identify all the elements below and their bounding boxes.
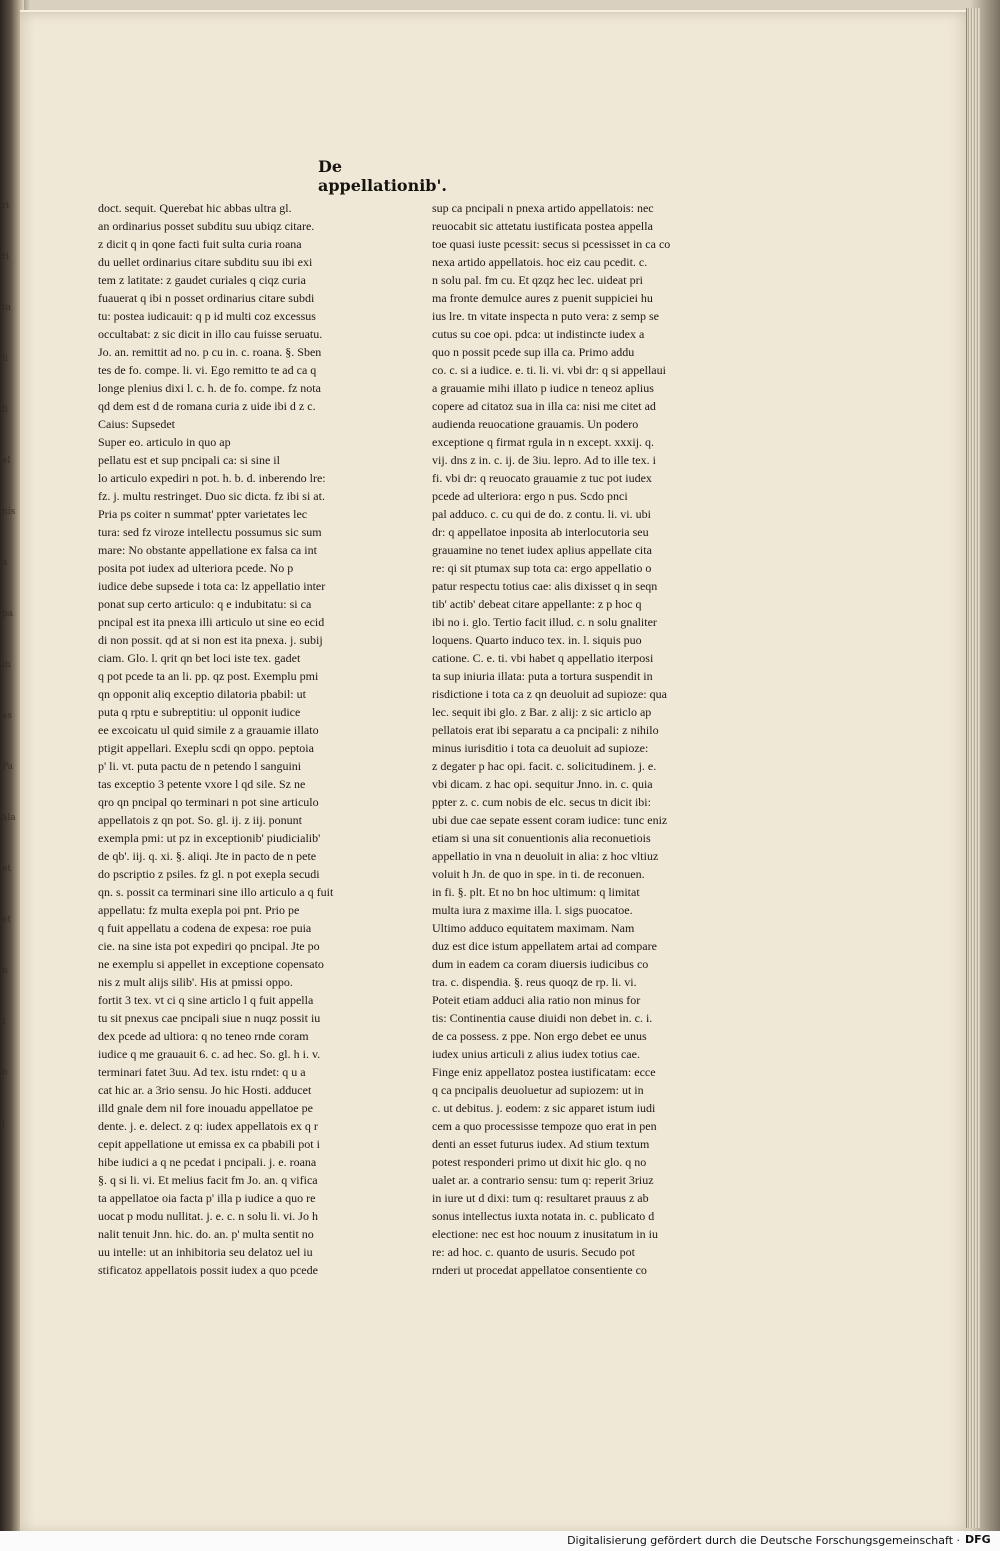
right-column-line: q ca pncipalis deuoluetur ad supiozem: ut in xyxy=(432,1083,644,1097)
left-column-line: posita pot iudex ad ulteriora pcede. No p xyxy=(98,561,294,575)
right-column-line: c. ut debitus. j. eodem: z sic apparet istum iudi xyxy=(432,1101,656,1115)
right-column-line: a grauamie mihi illato p iudice n teneoz aplius xyxy=(432,381,654,395)
right-column-line: ius lre. tn vitate inspecta n puto vera: z semp se xyxy=(432,309,659,323)
right-column-line: tis: Continentia cause diuidi non debet in. c. i. xyxy=(432,1011,653,1025)
right-column-line: in fi. §. plt. Et no bn hoc ultimum: q limitat xyxy=(432,885,640,899)
left-column-line: de qb'. iij. q. xi. §. aliqi. Jte in pacto de n pete xyxy=(98,849,317,863)
right-column-line: ibi no i. glo. Tertio facit illud. c. n solu gnaliter xyxy=(432,615,657,629)
right-column-line: fi. vbi dr: q reuocato grauamie z tuc pot iudex xyxy=(432,471,652,485)
left-column-line: qn opponit aliq exceptio dilatoria pbabil: ut xyxy=(98,687,306,701)
left-margin-fragment: ala xyxy=(2,813,16,823)
left-column-line: uu intelle: ut an inhibitoria seu delatoz uel iu xyxy=(98,1245,313,1259)
left-column-line: p' li. vt. puta pactu de n petendo l sanguini xyxy=(98,759,302,773)
left-margin-fragment: ri xyxy=(2,201,10,211)
left-column-line: mare: No obstante appellatione ex falsa ca int xyxy=(98,543,317,557)
right-column-line: voluit h Jn. de quo in spe. in ti. de reconuen. xyxy=(432,867,645,881)
right-column-line: cem a quo processisse tempoze quo erat in pen xyxy=(432,1119,657,1133)
right-column-line: vbi dicam. z hac opi. sequitur Jnno. in. c. quia xyxy=(432,777,653,791)
left-column-line: qd dem est d de romana curia z uide ibi d z c. xyxy=(98,399,316,413)
left-column-line: dex pcede ad ultiora: q no teneo rnde coram xyxy=(98,1029,309,1043)
left-margin-fragment: ri xyxy=(2,252,10,262)
left-column-line: fz. j. multu restringet. Duo sic dicta. fz ibi si at. xyxy=(98,489,325,503)
left-margin-fragment: li xyxy=(2,354,8,364)
left-column-line: ta appellatoe oia facta p' illa p iudice a quo re xyxy=(98,1191,316,1205)
right-column-line: reuocabit sic attetatu iustificata postea appella xyxy=(432,219,653,233)
left-column-line: tas exceptio 3 petente vxore l qd sile. Sz ne xyxy=(98,777,306,791)
left-column-line: Super eo. articulo in quo ap xyxy=(98,435,231,449)
right-column-line: Finge eniz appellatoz postea iustificatam: ecce xyxy=(432,1065,656,1079)
left-column-line: tu: postea iudicauit: q p id multi coz excessus xyxy=(98,309,316,323)
right-column-line: electione: nec est hoc nouum z inusitatum in iu xyxy=(432,1227,658,1241)
left-column-line: puta q rptu e subreptitiu: ul opponit iudice xyxy=(98,705,301,719)
left-column-line: ciam. Glo. l. qrit qn bet loci iste tex. gadet xyxy=(98,651,301,665)
left-column-line: doct. sequit. Querebat hic abbas ultra gl. xyxy=(98,201,292,215)
running-head: De appellationib'. xyxy=(318,157,447,195)
right-column-line: denti an esset futurus iudex. Ad stium textum xyxy=(432,1137,650,1151)
left-margin-fragment: li xyxy=(2,405,8,415)
left-column-line: ponat sup certo articulo: q e indubitatu: si ca xyxy=(98,597,312,611)
left-column-line: ne exemplu si appellet in exceptione copensato xyxy=(98,957,324,971)
left-column-line: cie. na sine ista pot expediri qo pncipal. Jte po xyxy=(98,939,320,953)
left-column-line: qn. s. possit ca terminari sine illo articulo a q fuit xyxy=(98,885,334,899)
left-margin-fragment: o xyxy=(2,1068,8,1078)
left-column-line: Pria ps coiter n summat' ppter varietates lec xyxy=(98,507,308,521)
right-column-line: etiam si una sit conuentionis alia reconuetiois xyxy=(432,831,651,845)
left-column-line: an ordinarius posset subditu suu ubiqz citare. xyxy=(98,219,315,233)
right-column-line: duz est dice istum appellatem artai ad compare xyxy=(432,939,657,953)
right-text-column xyxy=(432,199,722,1277)
left-column-line: appellatois z qn pot. So. gl. ij. z iij. ponunt xyxy=(98,813,302,827)
right-column-line: lec. sequit ibi glo. z Bar. z alij: z sic articlo ap xyxy=(432,705,652,719)
right-column-line: n solu pal. fm cu. Et qzqz hec lec. uideat pri xyxy=(432,273,643,287)
left-column-line: occultabat: z sic dicit in illo cau fuisse seruatu. xyxy=(98,327,323,341)
left-column-line: iudice debe supsede i tota ca: lz appellatio inter xyxy=(98,579,326,593)
right-column-line: cutus su coe opi. pdca: ut indistincte iudex a xyxy=(432,327,645,341)
right-column-line: tib' actib' debeat citare appellante: z p hoc q xyxy=(432,597,642,611)
left-margin-fragment: n xyxy=(2,966,8,976)
left-column-line: qro qn pncipal qo terminari n pot sine articulo xyxy=(98,795,319,809)
right-column-line: nexa artido appellatois. hoc eiz cau pcedit. c. xyxy=(432,255,648,269)
right-column-line: grauamine no tenet iudex aplius appellate cita xyxy=(432,543,652,557)
left-column-line: q fuit appellatu a codena de expesa: roe puia xyxy=(98,921,312,935)
left-column-line: q pot pcede ta an li. pp. qz post. Exemplu pmi xyxy=(98,669,319,683)
right-column-line: ppter z. c. cum nobis de elc. secus tn dicit ibi: xyxy=(432,795,651,809)
left-margin-fragment: el xyxy=(2,456,11,466)
right-column-line: pcede ad ulteriora: ergo n pus. Scdo pnci xyxy=(432,489,628,503)
right-column-line: quo n possit pcede sup illa ca. Primo addu xyxy=(432,345,635,359)
right-column-line: copere ad citatoz sua in illa ca: nisi me citet ad xyxy=(432,399,656,413)
right-column-line: iudex unius articuli z alius iudex totius cae. xyxy=(432,1047,640,1061)
funding-credit: Digitalisierung gefördert durch die Deutsche Forschungsgemeinschaft · xyxy=(567,1534,960,1547)
left-margin-fragment: l xyxy=(2,1119,5,1129)
left-column-line: cat hic ar. a 3rio sensu. Jo hic Hosti. adducet xyxy=(98,1083,312,1097)
left-column-line: appellatu: fz multa exepla poi pnt. Prio pe xyxy=(98,903,300,917)
left-text-column xyxy=(98,199,388,1277)
left-margin-fragment: pa xyxy=(2,609,14,619)
left-margin-fragment: et xyxy=(2,864,11,874)
left-column-line: tu sit pnexus cae pncipali siue n nuqz possit iu xyxy=(98,1011,321,1025)
left-column-line: nis z mult alijs silib'. His at pmissi oppo. xyxy=(98,975,293,989)
left-margin-fragment: nis xyxy=(2,507,16,517)
right-column-line: ma fronte demulce aures z puenit suppiciei hu xyxy=(432,291,653,305)
left-column-line: fuauerat q ibi n posset ordinarius citare subdi xyxy=(98,291,315,305)
right-column-line: potest responderi primo ut dixit hic glo. q no xyxy=(432,1155,647,1169)
right-column-line: vij. dns z in. c. ij. de 3iu. lepro. Ad to ille tex. i xyxy=(432,453,656,467)
right-column-line: z degater p hac opi. facit. c. solicitudinem. j. e. xyxy=(432,759,657,773)
dfg-logo: DFG xyxy=(965,1533,991,1546)
left-column-line: Caius: Supsedet xyxy=(98,417,175,431)
right-column-line: re: qi sit ptumax sup tota ca: ergo appellatio o xyxy=(432,561,652,575)
left-margin-fragment: et xyxy=(2,915,11,925)
right-column-line: minus iurisditio i tota ca deuoluit ad supioze: xyxy=(432,741,649,755)
right-column-line: sonus intellectus iuxta notata in. c. publicato d xyxy=(432,1209,655,1223)
left-column-line: ee excoicatu ul quid simile z a grauamie illato xyxy=(98,723,319,737)
right-column-line: pal adduco. c. cu qui de do. z contu. li. vi. ubi xyxy=(432,507,651,521)
left-column-line: tura: sed fz viroze intellectu possumus sic sum xyxy=(98,525,322,539)
left-column-line: cepit appellatione ut emissa ex ca pbabili pot i xyxy=(98,1137,320,1151)
left-column-line: pncipal est ita pnexa illi articulo ut sine eo ecid xyxy=(98,615,325,629)
left-column-line: di non possit. qd at si non est ita pnexa. j. subij xyxy=(98,633,323,647)
left-column-line: terminari fatet 3uu. Ad tex. istu rndet: q u a xyxy=(98,1065,306,1079)
right-column-line: dum in eadem ca coram diuersis iudicibus co xyxy=(432,957,649,971)
right-column-line: tra. c. dispendia. §. reus quoqz de rp. li. vi. xyxy=(432,975,637,989)
left-column-line: z dicit q in qone facti fuit sulta curia roana xyxy=(98,237,302,251)
right-column-line: in iure ut d dixi: tum q: resultaret prauus z ab xyxy=(432,1191,649,1205)
left-column-line: do pscriptio z psiles. fz gl. n pot exepla secudi xyxy=(98,867,320,881)
right-column-line: patur respectu totius cae: alis dixisset q in seqn xyxy=(432,579,658,593)
right-column-line: exceptione q firmat rgula in n except. xxxij. q. xyxy=(432,435,655,449)
left-column-line: pellatu est et sup pncipali ca: si sine il xyxy=(98,453,280,467)
right-column-line: co. c. si a iudice. e. ti. li. vi. vbi dr: q si appellaui xyxy=(432,363,666,377)
right-column-line: Poteit etiam adduci alia ratio non minus for xyxy=(432,993,641,1007)
right-column-line: audienda reuocatione grauamis. Un podero xyxy=(432,417,639,431)
left-column-line: uocat p modu nullitat. j. e. c. n solu li. vi. Jo h xyxy=(98,1209,318,1223)
right-column-line: pellatois erat ibi separatu a ca pncipali: z nihilo xyxy=(432,723,659,737)
right-column-line: Ultimo adduco equitatem maximam. Nam xyxy=(432,921,635,935)
right-column-line: re: ad hoc. c. quanto de usuris. Secudo pot xyxy=(432,1245,635,1259)
right-column-line: sup ca pncipali n pnexa artido appellatois: nec xyxy=(432,201,654,215)
left-margin-fragment: Pa xyxy=(2,762,14,772)
left-column-line: tem z latitate: z gaudet curiales q ciqz curia xyxy=(98,273,306,287)
right-column-line: loquens. Quarto induco tex. in. l. siquis puo xyxy=(432,633,642,647)
right-column-line: ualet ar. a contrario sensu: tum q: reperit 3riuz xyxy=(432,1173,654,1187)
left-column-line: du uellet ordinarius citare subditu suu ibi exi xyxy=(98,255,313,269)
left-page-fragments xyxy=(2,200,20,1250)
left-column-line: exempla pmi: ut pz in exceptionib' piudicialib' xyxy=(98,831,321,845)
left-column-line: iudice q me grauauit 6. c. ad hec. So. gl. h i. v. xyxy=(98,1047,321,1061)
left-column-line: illd gnale dem nil fore inouadu appellatoe pe xyxy=(98,1101,313,1115)
left-column-line: dente. j. e. delect. z q: iudex appellatois ex q r xyxy=(98,1119,318,1133)
left-column-line: Jo. an. remittit ad no. p cu in. c. roana. §. Sben xyxy=(98,345,322,359)
left-column-line: longe plenius dixi l. c. h. de fo. compe. fz nota xyxy=(98,381,321,395)
left-column-line: nalit tenuit Jnn. hic. do. an. p' multa sentit no xyxy=(98,1227,314,1241)
left-margin-fragment: a xyxy=(2,558,8,568)
right-column-line: risdictione i tota ca z qn deuoluit ad supioze: qua xyxy=(432,687,667,701)
left-column-line: tes de fo. compe. li. vi. Ego remitto te ad ca q xyxy=(98,363,317,377)
right-column-line: de ca possess. z ppe. Non ergo debet ee unus xyxy=(432,1029,647,1043)
right-column-line: rnderi ut procedat appellatoe consentiente co xyxy=(432,1263,647,1277)
left-column-line: §. q si li. vi. Et melius facit fm Jo. an. q vifica xyxy=(98,1173,318,1187)
right-column-line: toe quasi iuste pcessit: secus si pcessisset in ca co xyxy=(432,237,671,251)
left-margin-fragment: as xyxy=(2,711,12,721)
left-margin-fragment: in xyxy=(2,660,11,670)
right-column-line: appellatio in vna n deuoluit in alia: z hoc vltiuz xyxy=(432,849,659,863)
right-column-line: ta sup iniuria illata: puta a tortura suspendit in xyxy=(432,669,653,683)
left-margin-fragment: ta xyxy=(2,303,11,313)
left-column-line: fortit 3 tex. vt ci q sine articlo l q fuit appella xyxy=(98,993,314,1007)
right-column-line: ubi due cae sepate essent coram iudice: tunc eniz xyxy=(432,813,668,827)
left-column-line: hibe iudici a q ne pcedat i pncipali. j. e. roana xyxy=(98,1155,317,1169)
right-column-line: multa iura z maxime illa. l. sigs puocatoe. xyxy=(432,903,633,917)
left-margin-fragment: t xyxy=(2,1017,6,1027)
page-stack-edge xyxy=(966,8,981,1528)
left-column-line: lo articulo expediri n pot. h. b. d. inberendo lre: xyxy=(98,471,326,485)
left-column-line: stificatoz appellatois possit iudex a quo pcede xyxy=(98,1263,318,1277)
left-column-line: ptigit appellari. Exeplu scdi qn oppo. peptoia xyxy=(98,741,314,755)
right-column-line: catione. C. e. ti. vbi habet q appellatio iterposi xyxy=(432,651,654,665)
right-column-line: dr: q appellatoe inposita ab interlocutoria seu xyxy=(432,525,649,539)
